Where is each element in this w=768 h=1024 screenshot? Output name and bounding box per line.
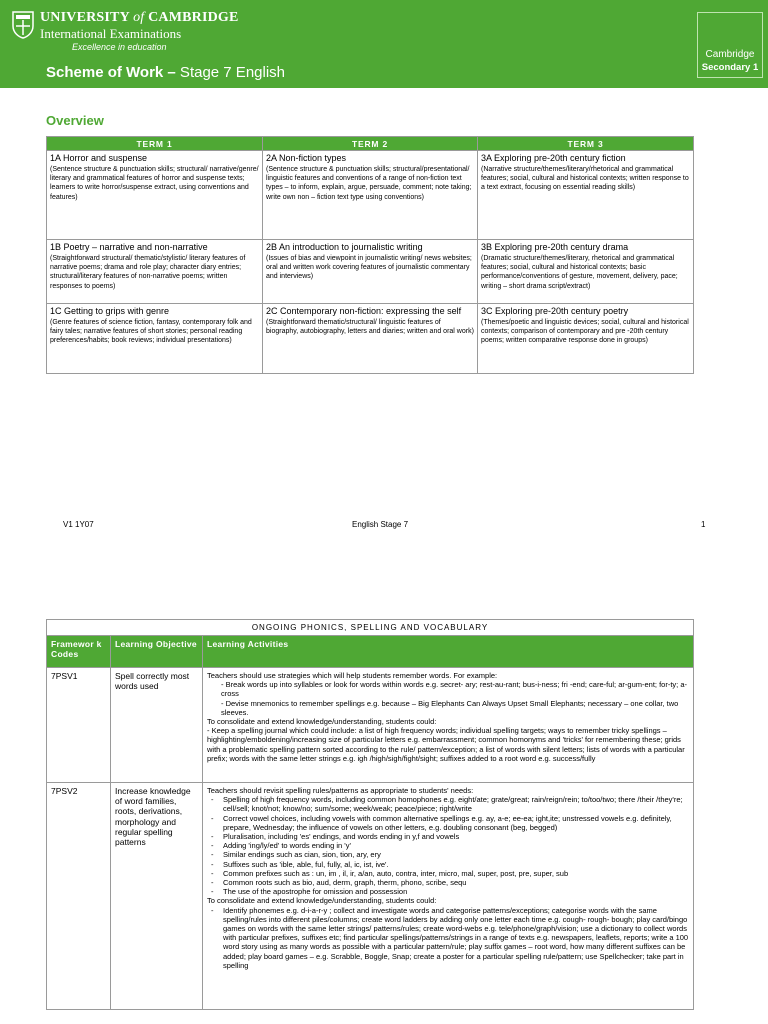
- unit-description: (Dramatic structure/themes/literary, rhetorical and grammatical features; social, cultural and historical contexts; basic performance/conventions of gesture, movement, delivery, pace; writing – short drama script/extract): [481, 254, 678, 290]
- phonics-table: [46, 619, 694, 1010]
- unit-title: 3A Exploring pre-20th century fiction: [481, 153, 626, 163]
- overview-row: [47, 240, 694, 304]
- footer-page-number: 1: [701, 520, 706, 529]
- learning-activities-header: Learning Activities: [203, 636, 694, 668]
- list-item: - Similar endings such as cian, sion, tion, ary, ery: [223, 850, 689, 859]
- learning-objective: Spell correctly most words used: [111, 668, 203, 783]
- unit-title: 1A Horror and suspense: [50, 153, 148, 163]
- unit-description: (Straightforward structural/ thematic/stylistic/ literary features of narrative poems; drama and role play; character diary entries; structural/literary features of non-narrative poems; written responses to poems): [50, 254, 246, 290]
- list-item: - Correct vowel choices, including vowels with common alternative spellings e.g. ay, a-e; ee-ea; ight,ite; unstressed vowels e.g. definitely, prepare, Wednesday; the influence of vowels on other letters, e.g. doubling consonant (beg, begged): [223, 814, 689, 832]
- phonics-title: ONGOING PHONICS, SPELLING AND VOCABULARY: [47, 620, 694, 636]
- list-item: - Common roots such as bio, aud, derm, graph, therm, phono, scribe, sequ: [223, 878, 689, 887]
- overview-row: [47, 151, 694, 240]
- header-banner: [0, 0, 768, 88]
- unit-title: 2B An introduction to journalistic writing: [266, 242, 423, 252]
- list-item: - Identify phonemes e.g. d-i-a-r-y ; collect and investigate words and categorise patterns/exceptions; categorise words with the same spelling/rules into different piles/columns; create word ladders by adding only one letter each time e.g. cough- rough- bough; play card/bingo games on words with the same letter strings/ patterns/rules; create word-webs e.g. tele/phone/graph/vision; use a dictionary to collect words with particular prefixes, suffixes etc; find particular spellings/patterns/strings in a range of texts e.g. newspapers, leaflets, reports; write a 100 word story using as many words as possible with a particular pattern/rule; play suffix games – root word, how many different suffixes can be added; play board games – e.g. Scrabble, Boggle, Snap; create a poster for a particular spelling rule/pattern; use Spellchecker; take part in spelling: [223, 906, 689, 970]
- activities-intro: Teachers should revisit spelling rules/patterns as appropriate to students' needs:: [207, 786, 474, 795]
- learning-objective-header: Learning Objective: [111, 636, 203, 668]
- unit-title: 2C Contemporary non-fiction: expressing the self: [266, 306, 462, 316]
- unit-cell: [47, 304, 263, 374]
- activity-bullet: - Break words up into syllables or look for words within words e.g. secret- ary; rest-au-rant; bus-i-ness; fri -end; care-ful; ar-gum-ent; for-ty; a-cross: [221, 680, 687, 699]
- unit-cell: [263, 151, 478, 240]
- list-item: - The use of the apostrophe for omission and possession: [223, 887, 689, 896]
- university-name: UNIVERSITY of CAMBRIDGE: [40, 10, 239, 25]
- unit-cell: [263, 240, 478, 304]
- consolidate-intro: To consolidate and extend knowledge/understanding, students could:: [207, 717, 437, 727]
- overview-heading: Overview: [46, 113, 104, 128]
- unit-title: 3C Exploring pre-20th century poetry: [481, 306, 629, 316]
- unit-cell: [478, 240, 694, 304]
- document-title: Scheme of Work – Stage 7 English: [46, 64, 286, 81]
- framework-codes-header: Framewor k Codes: [47, 636, 111, 668]
- unit-description: (Themes/poetic and linguistic devices; social, cultural and historical contexts; comparison of contemporary and pre -20th century poems; written comparative response done in groups): [481, 318, 689, 345]
- consolidate-activity: - Keep a spelling journal which could include: a list of high frequency words; individual spelling targets; ways to remember tricky spellings – highlighting/emboldening/increasing size of particular letters e.g. embarrassment; common homonyms and 'tricks' for remembering these; grids with a problematic spelling pattern sorted according to the rule/ pattern/exception; a list of words with silent letters; lists of words with a particular prefix; words with the same letter strings e.g. igh /high/sigh/fight/sight; suffixes added to a root word e.g. success/fully: [207, 726, 685, 763]
- extension-list: [207, 906, 689, 970]
- overview-row: [47, 304, 694, 374]
- unit-title: 3B Exploring pre-20th century drama: [481, 242, 629, 252]
- table-row: [47, 783, 694, 1010]
- unit-cell: [263, 304, 478, 374]
- list-item: - Adding 'ing/ly/ed' to words ending in 'y': [223, 841, 689, 850]
- term-1-header: TERM 1: [47, 137, 263, 151]
- unit-description: (Straightforward thematic/structural/ linguistic features of biography, autobiography, letters and diaries; written and oral work): [266, 318, 474, 335]
- unit-title: 1B Poetry – narrative and non-narrative: [50, 242, 208, 252]
- phonics-title-row: [47, 620, 694, 636]
- spelling-rules-list: [207, 795, 689, 896]
- unit-description: (Sentence structure & punctuation skills; structural/presentational/ linguistic features and conventions of a range of non-fiction text types – to inform, explain, argue, persuade, comment; note taking; write own non – fiction text type using conventions): [266, 165, 472, 201]
- activities-intro: Teachers should use strategies which will help students remember words. For example:: [207, 671, 498, 680]
- unit-description: (Issues of bias and viewpoint in journalistic writing/ news websites; oral and written work covering features of journalistic commentary and interviews): [266, 254, 472, 281]
- footer-title: English Stage 7: [352, 520, 409, 529]
- badge-line-2: Secondary 1: [701, 62, 759, 73]
- unit-title: 2A Non-fiction types: [266, 153, 347, 163]
- list-item: - Common prefixes such as : un, im , il, ir, a/an, auto, contra, inter, micro, mal, super, post, pre, super, sub: [223, 869, 689, 878]
- list-item: - Suffixes such as 'ible, able, ful, fully, al, ic, ist, ive'.: [223, 860, 689, 869]
- unit-description: (Sentence structure & punctuation skills; structural/ narrative/genre/ literary and grammatical features of horror and suspense texts; learners to write horror/suspense extract, using conventions and features): [50, 165, 259, 201]
- unit-title: 1C Getting to grips with genre: [50, 306, 170, 316]
- university-crest-icon: [12, 11, 34, 39]
- unit-cell: [47, 240, 263, 304]
- term-2-header: TERM 2: [263, 137, 478, 151]
- unit-cell: [478, 304, 694, 374]
- table-row: [47, 668, 694, 783]
- consolidate-intro: To consolidate and extend knowledge/understanding, students could:: [207, 896, 437, 906]
- learning-activities: [203, 783, 694, 1010]
- overview-table: [46, 136, 694, 374]
- framework-code: 7PSV1: [47, 668, 111, 783]
- cambridge-secondary-badge: [697, 12, 763, 78]
- phonics-header-row: [47, 636, 694, 668]
- list-item: - Pluralisation, including 'es' endings, and words ending in y,f and vowels: [223, 832, 689, 841]
- list-item: - Spelling of high frequency words, including common homophones e.g. eight/ate; grate/great; rain/reign/rein; to/too/two; there /their /they're; cell/sell; knot/not; know/no; sum/some; week/weak; peace/piece; right/write: [223, 795, 689, 813]
- unit-cell: [47, 151, 263, 240]
- learning-activities: [203, 668, 694, 783]
- unit-cell: [478, 151, 694, 240]
- unit-description: (Genre features of science fiction, fantasy, contemporary folk and fairy tales; narrative features of short stories; personal reading preferences/habits; book reviews; individual presentations): [50, 318, 252, 345]
- term-3-header: TERM 3: [478, 137, 694, 151]
- badge-line-1: Cambridge: [705, 49, 755, 60]
- learning-objective: Increase knowledge of word families, roots, derivations, morphology and regular spelling patterns: [111, 783, 203, 1010]
- exam-board-name: International Examinations: [40, 26, 182, 41]
- activity-bullet: - Devise mnemonics to remember spellings e.g. because – Big Elephants Can Always Upset Small Elephants; necessary – one collar, two sleeves.: [221, 698, 679, 717]
- overview-header-row: [47, 137, 694, 151]
- tagline: Excellence in education: [72, 42, 167, 52]
- footer-version: V1 1Y07: [63, 520, 94, 529]
- unit-description: (Narrative structure/themes/literary/rhetorical and grammatical features; social, cultural and historical contexts; written response to a text extract, focusing on essential reading skills): [481, 165, 689, 192]
- framework-code: 7PSV2: [47, 783, 111, 1010]
